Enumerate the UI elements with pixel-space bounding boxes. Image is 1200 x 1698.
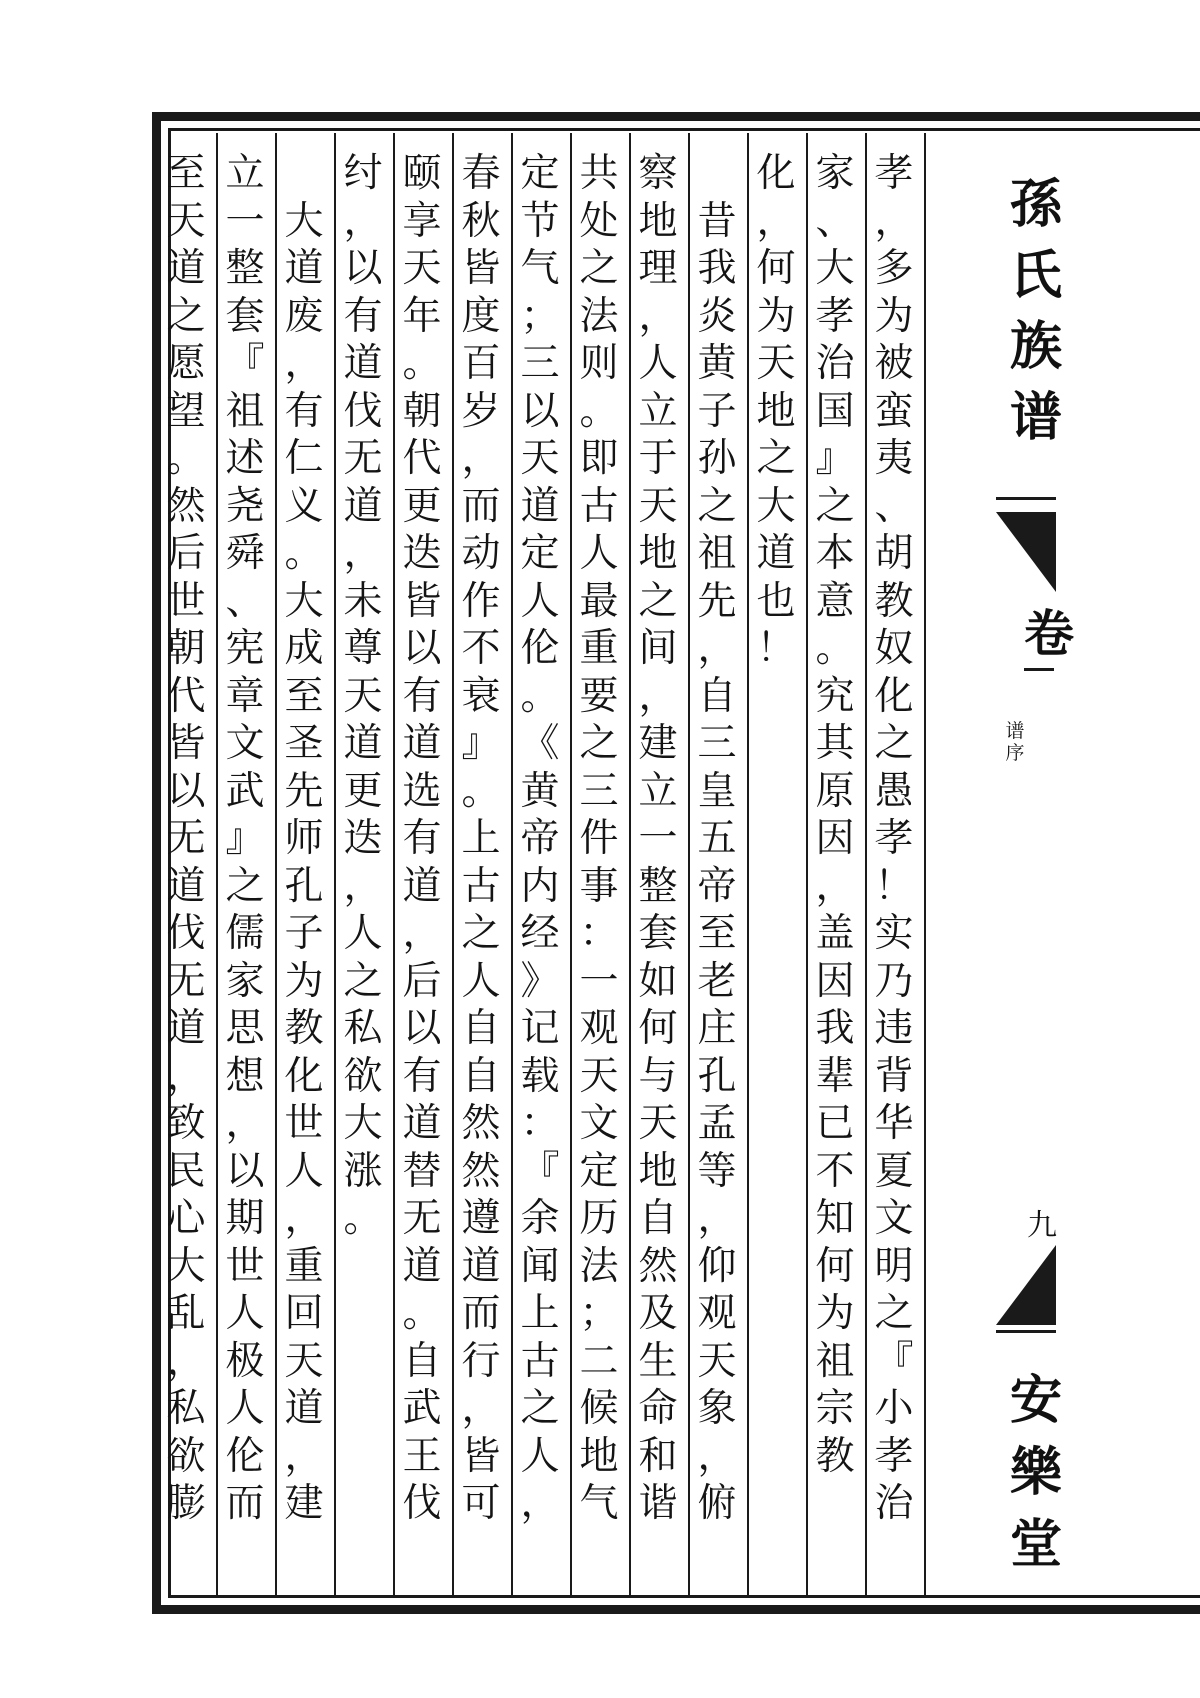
page-number: 九 [1027, 1208, 1057, 1243]
text-column-1: 孝 ， 多 为 被 蛮 夷 、 胡 教 奴 化 之 愚 孝 ！ 实 乃 违 背 华 夏 文 明 之 『 小 孝 治 [874, 151, 914, 1526]
text-column-6: 共 处 之 法 则 。 即 古 人 最 重 要 之 三 件 事 ： 一 观 天 文 定 历 法 ； 二 候 地 气 [579, 151, 619, 1526]
text-column-5: 察 地 理 ， 人 立 于 天 地 之 间 ， 建 立 一 整 套 如 何 与 天 地 自 然 及 生 命 和 谐 [638, 151, 678, 1526]
text-column-4: 昔 我 炎 黄 子 孙 之 祖 先 ， 自 三 皇 五 帝 至 老 庄 孔 孟 等 ， 仰 观 天 象 ， 俯 [697, 198, 737, 1526]
text-column-3: 化 ， 何 为 天 地 之 大 道 也 ！ [756, 151, 796, 671]
banner-rule [996, 497, 1056, 500]
section-label: 谱 序 [1005, 720, 1025, 764]
hall-name: 安 樂 堂 [1009, 1371, 1062, 1575]
text-column-7: 定 节 气 ； 三 以 天 道 定 人 伦 。 《 黄 帝 内 经 》 记 载 ： 『 余 闻 上 古 之 人 ， [520, 151, 560, 1526]
book-title: 孫 氏 族 谱 [1009, 175, 1062, 448]
text-column-9: 颐 享 天 年 。 朝 代 更 迭 皆 以 有 道 选 有 道 ， 后 以 有 道 替 无 道 。 自 武 王 伐 [402, 151, 442, 1526]
text-column-12: 立 一 整 套 『 祖 述 尧 舜 、 宪 章 文 武 』 之 儒 家 思 想 ， 以 期 世 人 极 人 伦 而 [225, 151, 265, 1526]
text-column-13: 至 天 道 之 愿 望 。 然 后 世 朝 代 皆 以 无 道 伐 无 道 ， 致 民 心 大 乱 ， 私 欲 膨 [166, 151, 206, 1526]
text-column-11: 大 道 废 ， 有 仁 义 。 大 成 至 圣 先 师 孔 子 为 教 化 世 人 ， 重 回 天 道 ， 建 [284, 198, 324, 1526]
text-column-2: 家 、 大 孝 治 国 』 之 本 意 。 究 其 原 因 ， 盖 因 我 辈 已 不 知 何 为 祖 宗 教 [815, 151, 855, 1479]
text-column-10: 纣 ， 以 有 道 伐 无 道 ， 未 尊 天 道 更 迭 ， 人 之 私 欲 大 涨 。 [343, 151, 383, 1241]
banner-rule [996, 1330, 1056, 1333]
volume-label: 卷 [1024, 605, 1074, 663]
volume-number [1024, 668, 1054, 671]
text-column-8: 春 秋 皆 度 百 岁 ， 而 动 作 不 衰 』 。 上 古 之 人 自 自 然 然 遵 道 而 行 ， 皆 可 [461, 151, 501, 1526]
